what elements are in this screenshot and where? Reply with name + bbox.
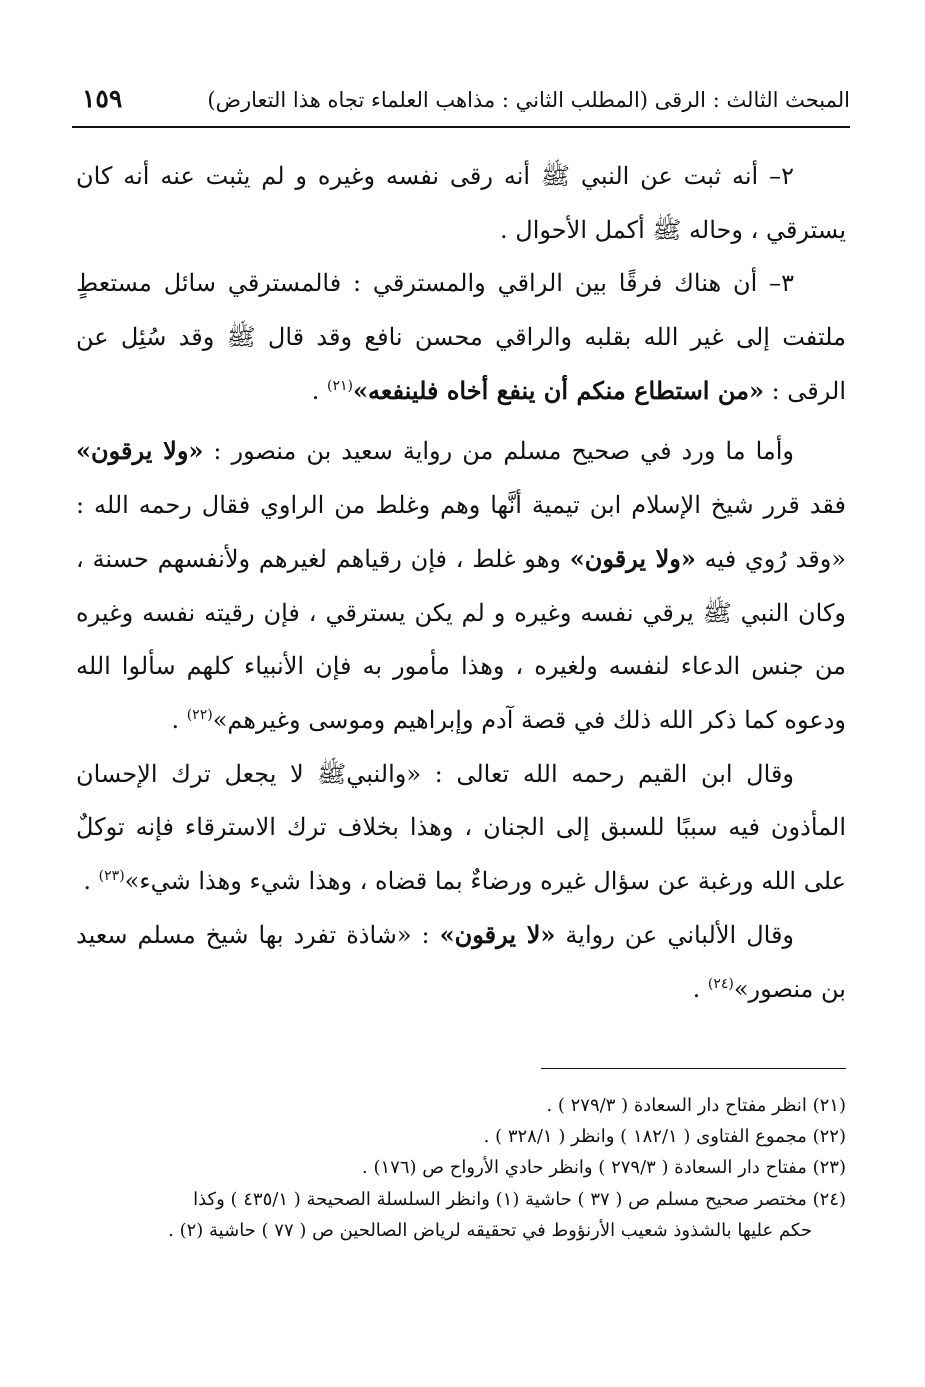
bold-phrase: «ولا يرقون» (569, 544, 696, 574)
footnote: (٢٤) مختصر صحيح مسلم ص ( ٣٧ ) حاشية (١) وانظر السلسلة الصحيحة ( ٤٣٥/١ ) وكذا (193, 1188, 846, 1210)
paragraph-point-2: ٢– أنه ثبت عن النبي ﷺ أنه رقى نفسه وغيره و لم يثبت عنه أنه كان يسترقي ، وحاله ﷺ أكمل الأحوال . (76, 162, 846, 244)
running-title: المبحث الثالث : الرقى (المطلب الثاني : مذاهب العلماء تجاه هذا التعارض) (207, 88, 850, 112)
footnote: (٢٣) مفتاح دار السعادة ( ٢٧٩/٣ ) وانظر حادي الأرواح ص (١٧٦) . (362, 1157, 846, 1179)
page-header (72, 82, 850, 128)
paragraph-text: ٣– أن هناك فرقًا بين الراقي والمسترقي : فالمسترقي سائل مستعطٍ ملتفت إلى غير الله بقلبه والراقي محسن نافع وقد قال ﷺ وقد سُئِل عن الرقى : (76, 269, 846, 406)
paragraph-albani (76, 908, 846, 1016)
paragraph-end: . (311, 377, 328, 406)
paragraph-ibn-qayyim (76, 748, 846, 909)
paragraph-text: وقال ابن القيم رحمه الله تعالى : «والنبيﷺ لا يجعل ترك الإحسان المأذون فيه سببًا للسبق إلى الجنان ، وهذا بخلاف ترك الاسترقاء فإنه توكلٌ على الله ورغبة عن سؤال غيره ورضاءٌ بما قضاه ، وهذا شيء وهذا شيء» (76, 759, 846, 895)
footnote: (٢١) انظر مفتاح دار السعادة ( ٢٧٩/٣ ) . (546, 1095, 846, 1116)
paragraph-ibn-taymiyyah (76, 424, 846, 748)
paragraph-text: وقال الألباني عن رواية (555, 921, 795, 950)
paragraph-point-3 (76, 257, 846, 419)
bold-phrase: «لا يرقون» (439, 920, 556, 950)
footnote-ref: (٢٢) (186, 706, 213, 723)
paragraph-text: وهو غلط ، فإن رقياهم لغيرهم ولأنفسهم حسنة ، وكان النبي ﷺ يرقي نفسه وغيره و لم يكن يسترقي ، فإن رقيته نفسه وغيره من جنس الدعاء لنفسه ولغيره ، وهذا مأمور به فإن الأنبياء كلهم سألوا الله ودعوه كما ذكر الله ذلك في قصة آدم وإبراهيم وموسى وغيرهم» (76, 545, 846, 734)
bold-phrase: «ولا يرقون» (76, 435, 204, 465)
footnote-ref: (٢٤) (707, 975, 734, 992)
paragraph-end: . (692, 974, 708, 1003)
hadith-quote: «من استطاع منكم أن ينفع أخاه فلينفعه» (353, 376, 764, 406)
footnote: (٢٢) مجموع الفتاوى ( ١٨٢/١ ) وانظر ( ٣٢٨/١ ) . (483, 1126, 846, 1148)
footnotes (76, 1090, 846, 1246)
main-text (76, 150, 846, 1017)
paragraph-text: وأما ما ورد في صحيح مسلم من رواية سعيد بن منصور : (203, 436, 794, 465)
footnote-continuation: حكم عليها بالشذوذ شعيب الأرنؤوط في تحقيقه لرياض الصالحين ص ( ٧٧ ) حاشية (٢) . (168, 1219, 812, 1241)
paragraph-text: فقد قرر شيخ الإسلام ابن تيمية أنَّها وهم وغلط من الراوي فقال رحمه الله : «وقد رُوي فيه (76, 490, 846, 574)
paragraph-text: : «شاذة تفرد بها شيخ مسلم سعيد بن منصور» (76, 921, 846, 1003)
page-number: ١٥٩ (82, 84, 123, 113)
paragraph-end: . (171, 705, 187, 734)
footnote-ref: (٢١) (327, 378, 354, 395)
footnote-separator (541, 1068, 846, 1069)
paragraph-end: . (83, 866, 99, 895)
footnote-ref: (٢٣) (98, 867, 125, 884)
